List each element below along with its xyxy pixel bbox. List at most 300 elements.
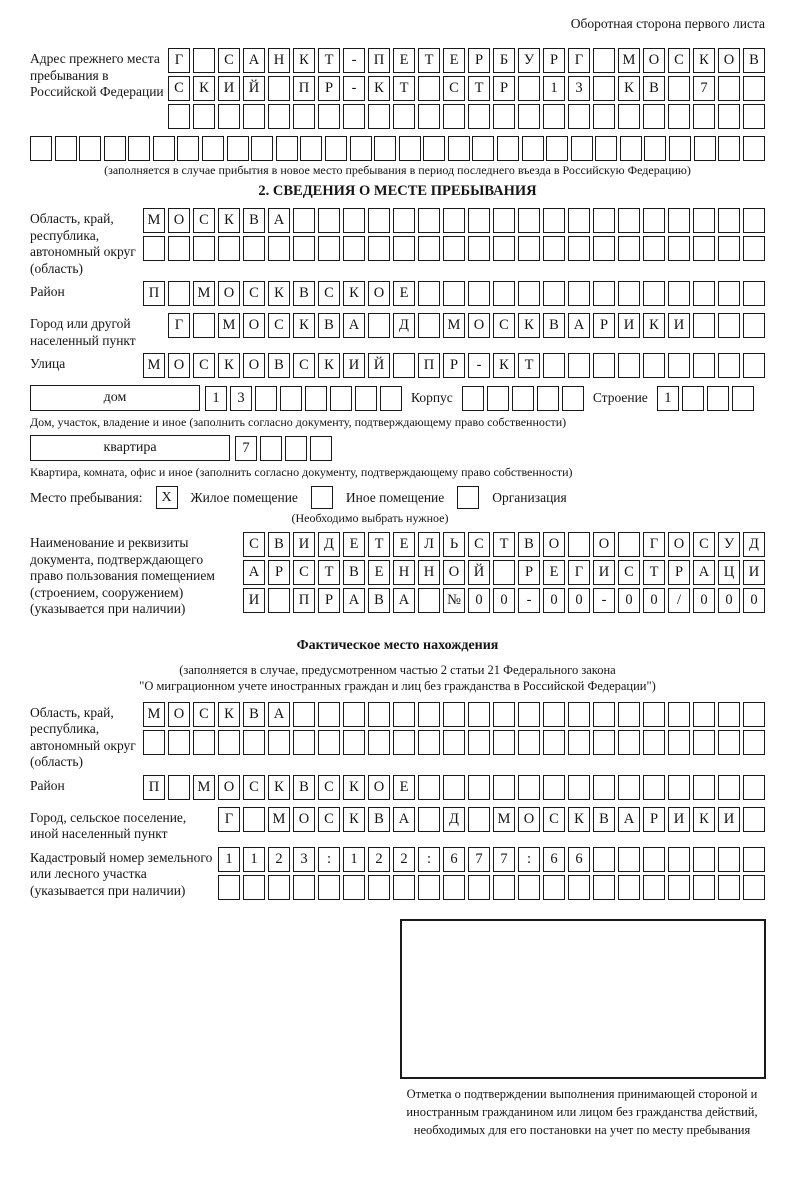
- char-cell: С: [318, 281, 340, 306]
- char-cell: [743, 353, 765, 378]
- char-cell: К: [693, 48, 715, 73]
- stay-place-label: Место пребывания:: [30, 489, 143, 505]
- char-cell: [668, 208, 690, 233]
- char-cell: М: [143, 702, 165, 727]
- char-cell: В: [368, 807, 390, 832]
- char-cell: К: [618, 76, 640, 101]
- prev-address-row-4: [30, 136, 765, 161]
- char-cell: М: [143, 353, 165, 378]
- char-cell: К: [368, 76, 390, 101]
- char-cell: [418, 313, 440, 338]
- actual-region-row-2: [143, 730, 765, 755]
- char-cell: Ь: [443, 532, 465, 557]
- char-cell: [518, 76, 540, 101]
- char-cell: И: [618, 313, 640, 338]
- char-cell: [448, 136, 470, 161]
- actual-district-label: Район: [30, 777, 65, 793]
- char-cell: О: [718, 48, 740, 73]
- char-cell: [168, 236, 190, 261]
- char-cell: Р: [318, 588, 340, 613]
- char-cell: О: [243, 353, 265, 378]
- char-cell: Е: [393, 281, 415, 306]
- char-cell: [518, 875, 540, 900]
- char-cell: [593, 104, 615, 129]
- char-cell: О: [168, 208, 190, 233]
- char-cell: А: [343, 588, 365, 613]
- char-cell: [218, 875, 240, 900]
- char-cell: Е: [393, 775, 415, 800]
- char-cell: [443, 875, 465, 900]
- char-cell: [718, 313, 740, 338]
- char-cell: [568, 104, 590, 129]
- char-cell: [571, 136, 593, 161]
- char-cell: [143, 236, 165, 261]
- char-cell: [368, 208, 390, 233]
- house-number-boxes: [205, 386, 402, 411]
- char-cell: [285, 436, 307, 461]
- char-cell: А: [693, 560, 715, 585]
- char-cell: [568, 875, 590, 900]
- char-cell: [468, 702, 490, 727]
- char-cell: 0: [543, 588, 565, 613]
- char-cell: [568, 353, 590, 378]
- char-cell: [718, 875, 740, 900]
- char-cell: [418, 281, 440, 306]
- char-cell: [693, 353, 715, 378]
- char-cell: [293, 208, 315, 233]
- char-cell: [618, 236, 640, 261]
- char-cell: [343, 236, 365, 261]
- char-cell: Т: [393, 76, 415, 101]
- char-cell: 7: [235, 436, 257, 461]
- char-cell: [743, 807, 765, 832]
- char-cell: К: [193, 76, 215, 101]
- char-cell: [468, 807, 490, 832]
- char-cell: 2: [268, 847, 290, 872]
- char-cell: [318, 236, 340, 261]
- stay-place-row: [30, 486, 765, 509]
- char-cell: [251, 136, 273, 161]
- char-cell: А: [393, 807, 415, 832]
- char-cell: [293, 104, 315, 129]
- char-cell: [443, 775, 465, 800]
- char-cell: [468, 775, 490, 800]
- char-cell: [643, 236, 665, 261]
- char-cell: Е: [443, 48, 465, 73]
- char-cell: 0: [618, 588, 640, 613]
- char-cell: 6: [568, 847, 590, 872]
- prev-address-caption: (заполняется в случае прибытия в новое место пребывания в период последнего въезда в Российскую Федерацию): [104, 163, 691, 177]
- char-cell: [193, 104, 215, 129]
- char-cell: [593, 353, 615, 378]
- char-cell: :: [318, 847, 340, 872]
- stay-street-group: [30, 353, 765, 381]
- char-cell: [193, 730, 215, 755]
- char-cell: [732, 386, 754, 411]
- char-cell: О: [168, 702, 190, 727]
- char-cell: 2: [368, 847, 390, 872]
- char-cell: [593, 702, 615, 727]
- char-cell: [546, 136, 568, 161]
- char-cell: К: [518, 313, 540, 338]
- char-cell: [644, 136, 666, 161]
- char-cell: [682, 386, 704, 411]
- char-cell: О: [668, 532, 690, 557]
- char-cell: К: [293, 48, 315, 73]
- char-cell: [643, 775, 665, 800]
- stamp-caption: Отметка о подтверждении выполнения принимающей стороной и иностранным гражданином или лицом без гражданства действий, необходимых для его постановки на учет по месту пребывания: [406, 1086, 758, 1137]
- char-cell: [493, 104, 515, 129]
- char-cell: [718, 775, 740, 800]
- char-cell: В: [343, 560, 365, 585]
- char-cell: :: [518, 847, 540, 872]
- char-cell: М: [143, 208, 165, 233]
- stay-district-group: [30, 281, 765, 309]
- stay-district-label: Район: [30, 284, 65, 299]
- char-cell: [268, 236, 290, 261]
- char-cell: Р: [668, 560, 690, 585]
- char-cell: [718, 104, 740, 129]
- char-cell: [293, 702, 315, 727]
- apartment-row: [30, 435, 765, 461]
- char-cell: О: [218, 775, 240, 800]
- char-cell: 0: [643, 588, 665, 613]
- prev-address-label: Адрес прежнего места пребывания в Российской Федерации: [30, 51, 164, 99]
- section2-title: 2. СВЕДЕНИЯ О МЕСТЕ ПРЕБЫВАНИЯ: [258, 183, 537, 199]
- char-cell: В: [293, 281, 315, 306]
- char-cell: С: [318, 807, 340, 832]
- char-cell: [618, 281, 640, 306]
- char-cell: А: [393, 588, 415, 613]
- char-cell: [276, 136, 298, 161]
- char-cell: /: [668, 588, 690, 613]
- prev-address-row-2: [168, 76, 765, 101]
- char-cell: :: [418, 847, 440, 872]
- char-cell: -: [593, 588, 615, 613]
- char-cell: [153, 136, 175, 161]
- char-cell: 2: [393, 847, 415, 872]
- char-cell: [568, 281, 590, 306]
- char-cell: П: [418, 353, 440, 378]
- char-cell: [518, 208, 540, 233]
- char-cell: А: [243, 48, 265, 73]
- char-cell: А: [343, 313, 365, 338]
- char-cell: [493, 702, 515, 727]
- char-cell: В: [743, 48, 765, 73]
- char-cell: Р: [443, 353, 465, 378]
- char-cell: [243, 236, 265, 261]
- char-cell: Е: [368, 560, 390, 585]
- char-cell: [668, 730, 690, 755]
- cadastral-row-1: [218, 847, 765, 872]
- char-cell: [568, 775, 590, 800]
- char-cell: [618, 702, 640, 727]
- char-cell: И: [718, 807, 740, 832]
- char-cell: [218, 104, 240, 129]
- char-cell: [418, 875, 440, 900]
- char-cell: С: [543, 807, 565, 832]
- char-cell: [743, 847, 765, 872]
- char-cell: В: [518, 532, 540, 557]
- char-cell: [30, 136, 52, 161]
- char-cell: [493, 208, 515, 233]
- document-row-3: [243, 588, 765, 613]
- char-cell: [104, 136, 126, 161]
- char-cell: [468, 281, 490, 306]
- char-cell: К: [643, 313, 665, 338]
- char-cell: 0: [468, 588, 490, 613]
- char-cell: [305, 386, 327, 411]
- char-cell: [468, 236, 490, 261]
- char-cell: Р: [643, 807, 665, 832]
- char-cell: [562, 386, 584, 411]
- char-cell: О: [293, 807, 315, 832]
- char-cell: [218, 236, 240, 261]
- char-cell: [468, 730, 490, 755]
- cadastral-label: Кадастровый номер земельного или лесного участка (указывается при наличии): [30, 849, 213, 898]
- char-cell: [243, 875, 265, 900]
- char-cell: П: [143, 281, 165, 306]
- char-cell: [493, 281, 515, 306]
- char-cell: С: [293, 353, 315, 378]
- char-cell: К: [218, 353, 240, 378]
- stay-street-label: Улица: [30, 356, 66, 371]
- char-cell: [168, 775, 190, 800]
- stay-place-option-residential: Жилое помещение: [190, 489, 298, 505]
- stay-place-option-organization: Организация: [492, 489, 567, 505]
- char-cell: [643, 702, 665, 727]
- stay-city-row: [168, 313, 765, 338]
- char-cell: [55, 136, 77, 161]
- stay-district-row: [143, 281, 765, 306]
- char-cell: [668, 875, 690, 900]
- char-cell: [543, 775, 565, 800]
- korpus-label: Корпус: [411, 390, 453, 405]
- char-cell: М: [493, 807, 515, 832]
- char-cell: 1: [205, 386, 227, 411]
- char-cell: [568, 208, 590, 233]
- char-cell: [368, 702, 390, 727]
- char-cell: С: [293, 560, 315, 585]
- char-cell: [537, 386, 559, 411]
- char-cell: Г: [168, 48, 190, 73]
- char-cell: Е: [393, 48, 415, 73]
- actual-district-row: [143, 775, 765, 800]
- stay-street-row: [143, 353, 765, 378]
- char-cell: Л: [418, 532, 440, 557]
- char-cell: [518, 104, 540, 129]
- char-cell: [393, 730, 415, 755]
- char-cell: [618, 775, 640, 800]
- char-cell: [518, 281, 540, 306]
- char-cell: -: [343, 76, 365, 101]
- char-cell: [168, 730, 190, 755]
- char-cell: [568, 532, 590, 557]
- char-cell: [493, 775, 515, 800]
- char-cell: Т: [368, 532, 390, 557]
- char-cell: 3: [230, 386, 252, 411]
- char-cell: [568, 730, 590, 755]
- stay-region-row-2: [143, 236, 765, 261]
- char-cell: [280, 386, 302, 411]
- char-cell: [668, 702, 690, 727]
- char-cell: И: [243, 588, 265, 613]
- char-cell: С: [243, 775, 265, 800]
- char-cell: 1: [343, 847, 365, 872]
- char-cell: [497, 136, 519, 161]
- char-cell: В: [293, 775, 315, 800]
- char-cell: [618, 847, 640, 872]
- char-cell: С: [168, 76, 190, 101]
- char-cell: [318, 730, 340, 755]
- char-cell: [330, 386, 352, 411]
- char-cell: [393, 702, 415, 727]
- char-cell: [543, 208, 565, 233]
- char-cell: С: [193, 208, 215, 233]
- char-cell: Ц: [718, 560, 740, 585]
- char-cell: Й: [243, 76, 265, 101]
- char-cell: Д: [393, 313, 415, 338]
- char-cell: [718, 702, 740, 727]
- apartment-number-boxes: [235, 436, 332, 461]
- char-cell: Д: [443, 807, 465, 832]
- char-cell: С: [193, 702, 215, 727]
- char-cell: Т: [418, 48, 440, 73]
- char-cell: [368, 236, 390, 261]
- document-row-2: [243, 560, 765, 585]
- char-cell: [518, 730, 540, 755]
- char-cell: [718, 281, 740, 306]
- char-cell: [618, 208, 640, 233]
- char-cell: [518, 702, 540, 727]
- char-cell: 0: [493, 588, 515, 613]
- char-cell: Т: [493, 532, 515, 557]
- char-cell: 1: [657, 386, 679, 411]
- char-cell: [693, 236, 715, 261]
- char-cell: [418, 807, 440, 832]
- char-cell: [593, 875, 615, 900]
- char-cell: [168, 104, 190, 129]
- char-cell: [300, 136, 322, 161]
- char-cell: Й: [368, 353, 390, 378]
- char-cell: [643, 875, 665, 900]
- char-cell: М: [218, 313, 240, 338]
- char-cell: Р: [593, 313, 615, 338]
- actual-region-group: [30, 702, 765, 771]
- char-cell: [718, 136, 740, 161]
- char-cell: 0: [693, 588, 715, 613]
- char-cell: С: [268, 313, 290, 338]
- char-cell: А: [618, 807, 640, 832]
- char-cell: О: [243, 313, 265, 338]
- char-cell: М: [443, 313, 465, 338]
- char-cell: [374, 136, 396, 161]
- char-cell: К: [268, 281, 290, 306]
- char-cell: К: [218, 208, 240, 233]
- char-cell: [618, 104, 640, 129]
- char-cell: [743, 208, 765, 233]
- char-cell: [268, 76, 290, 101]
- char-cell: [643, 847, 665, 872]
- char-cell: [418, 236, 440, 261]
- char-cell: [418, 588, 440, 613]
- char-cell: М: [193, 775, 215, 800]
- char-cell: Т: [318, 560, 340, 585]
- stay-region-label: Область, край, республика, автономный округ (область): [30, 211, 136, 276]
- char-cell: [418, 76, 440, 101]
- char-cell: В: [543, 313, 565, 338]
- char-cell: М: [268, 807, 290, 832]
- char-cell: [368, 730, 390, 755]
- char-cell: [593, 775, 615, 800]
- char-cell: [694, 136, 716, 161]
- char-cell: А: [268, 208, 290, 233]
- char-cell: [693, 104, 715, 129]
- char-cell: [79, 136, 101, 161]
- char-cell: К: [493, 353, 515, 378]
- char-cell: [423, 136, 445, 161]
- char-cell: [443, 702, 465, 727]
- char-cell: [355, 386, 377, 411]
- document-row-1: [243, 532, 765, 557]
- char-cell: 7: [693, 76, 715, 101]
- char-cell: О: [368, 775, 390, 800]
- char-cell: Н: [393, 560, 415, 585]
- char-cell: Н: [268, 48, 290, 73]
- char-cell: [202, 136, 224, 161]
- stay-place-checkbox-organization: [457, 486, 479, 509]
- document-group: [30, 532, 765, 618]
- char-cell: [543, 730, 565, 755]
- char-cell: [668, 281, 690, 306]
- char-cell: [468, 104, 490, 129]
- stroenie-label: Строение: [592, 390, 648, 405]
- char-cell: 7: [493, 847, 515, 872]
- char-cell: [318, 208, 340, 233]
- stay-place-checkbox-other: [311, 486, 333, 509]
- char-cell: [668, 236, 690, 261]
- char-cell: [462, 386, 484, 411]
- char-cell: [343, 104, 365, 129]
- char-cell: [128, 136, 150, 161]
- char-cell: [618, 730, 640, 755]
- char-cell: Р: [518, 560, 540, 585]
- char-cell: [718, 730, 740, 755]
- char-cell: [593, 48, 615, 73]
- char-cell: [543, 281, 565, 306]
- char-cell: [543, 875, 565, 900]
- char-cell: -: [518, 588, 540, 613]
- char-cell: [518, 236, 540, 261]
- char-cell: [268, 875, 290, 900]
- actual-city-row: [218, 807, 765, 832]
- char-cell: -: [343, 48, 365, 73]
- char-cell: А: [243, 560, 265, 585]
- actual-district-group: [30, 775, 765, 803]
- char-cell: С: [668, 48, 690, 73]
- char-cell: М: [618, 48, 640, 73]
- char-cell: С: [443, 76, 465, 101]
- char-cell: [693, 730, 715, 755]
- char-cell: [643, 208, 665, 233]
- char-cell: [518, 775, 540, 800]
- char-cell: [268, 588, 290, 613]
- char-cell: И: [293, 532, 315, 557]
- char-cell: П: [293, 76, 315, 101]
- char-cell: К: [293, 313, 315, 338]
- char-cell: [243, 807, 265, 832]
- char-cell: [718, 353, 740, 378]
